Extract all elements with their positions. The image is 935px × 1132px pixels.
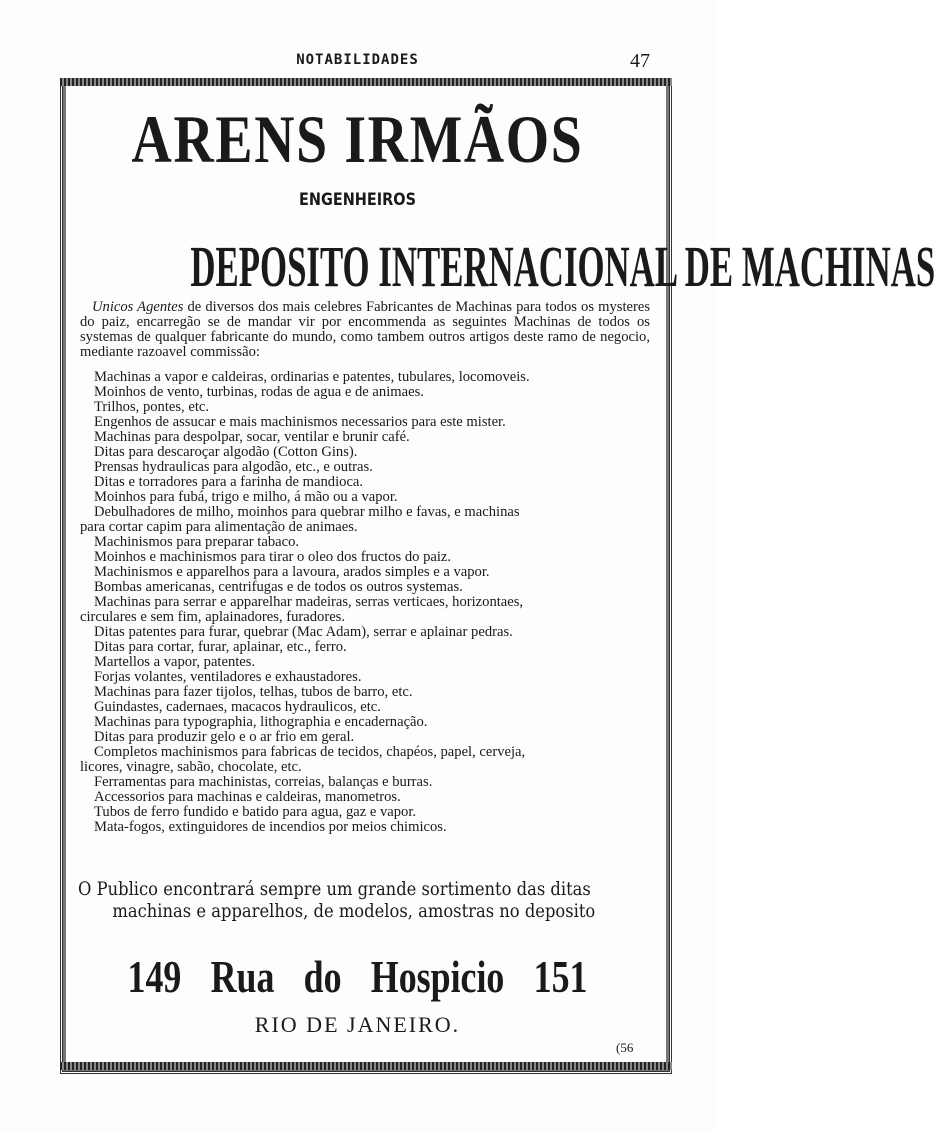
public-notice-line: machinas e apparelhos, de modelos, amostras no deposito [112,900,596,922]
list-item: Machinas para despolpar, socar, ventilar e brunir café. [94,429,410,445]
address: 149 Rua do Hospicio 151 [127,951,588,1002]
public-notice [78,878,596,922]
page-number: 47 [630,50,650,72]
list-item: Engenhos de assucar e mais machinismos necessarios para este mister. [94,414,506,430]
ornamental-rule-top [60,78,672,86]
company-subtitle: ENGENHEIROS [299,190,416,210]
list-item: Mata-fogos, extinguidores de incendios por meios chimicos. [94,819,447,835]
list-item: Accessorios para machinas e caldeiras, manometros. [94,789,401,805]
list-item: Bombas americanas, centrifugas e de todos os outros systemas. [94,579,463,595]
list-item: Machinas a vapor e caldeiras, ordinarias e patentes, tubulares, locomoveis. [94,369,530,385]
depot-heading-text: DEPOSITO INTERNACIONAL DE MACHINAS [190,234,935,299]
list-item: Machinas para fazer tijolos, telhas, tubos de barro, etc. [94,684,413,700]
list-item: Tubos de ferro fundido e batido para agua, gaz e vapor. [94,804,417,820]
running-title: NOTABILIDADES [296,52,419,68]
company-name: ARENS IRMÃOS [131,101,584,177]
list-item: Ditas para produzir gelo e o ar frio em geral. [94,729,355,745]
list-item: licores, vinagre, sabão, chocolate, etc. [80,759,302,775]
city: RIO DE JANEIRO. [254,1012,461,1037]
list-item: Ferramentas para machinistas, correias, balanças e burras. [94,774,433,790]
list-item: Prensas hydraulicas para algodão, etc., e outras. [94,459,373,475]
list-item: Ditas para cortar, furar, aplainar, etc., ferro. [94,639,347,655]
intro-text: de diversos dos mais celebres Fabricantes de Machinas para todos os mysteres do paiz, encarregão se de mandar vir por encommenda as seguintes Machinas de todos os systemas de qualquer fabricante do mundo, como tambem outros artigos deste ramo de negocio, mediante razoavel commissão: [80,299,650,360]
list-item: Debulhadores de milho, moinhos para quebrar milho e favas, e machinas [94,504,520,520]
list-item: para cortar capim para alimentação de animaes. [80,519,358,535]
list-item: Trilhos, pontes, etc. [94,399,209,415]
list-item: circulares e sem fim, aplainadores, furadores. [80,609,346,625]
intro-italic: Unicos Agentes [92,299,184,315]
list-item: Forjas volantes, ventiladores e exhaustadores. [94,669,362,685]
list-item: Machinas para typographia, lithographia e encadernação. [94,714,428,730]
ad-body [80,300,650,835]
ornamental-rule-bottom [60,1062,672,1070]
list-item: Machinismos para preparar tabaco. [94,534,300,550]
list-item: Moinhos de vento, turbinas, rodas de agua e de animaes. [94,384,424,400]
list-item: Machinismos e apparelhos para a lavoura, arados simples e a vapor. [94,564,490,580]
machine-list [80,370,650,835]
list-item: Guindastes, cadernaes, macacos hydraulicos, etc. [94,699,381,715]
list-item: Martellos a vapor, patentes. [94,654,256,670]
depot-heading [190,233,935,300]
list-item: Moinhos e machinismos para tirar o oleo dos fructos do paiz. [94,549,452,565]
list-item: Ditas para descaroçar algodão (Cotton Gins). [94,444,358,460]
intro-paragraph [80,300,650,360]
list-item: Moinhos para fubá, trigo e milho, á mão ou a vapor. [94,489,398,505]
ad-code: (56 [616,1040,634,1055]
list-item: Ditas e torradores para a farinha de mandioca. [94,474,364,490]
public-notice-line: O Publico encontrará sempre um grande sortimento das ditas [78,878,591,900]
list-item: Ditas patentes para furar, quebrar (Mac Adam), serrar e aplainar pedras. [94,624,513,640]
list-item: Machinas para serrar e apparelhar madeiras, serras verticaes, horizontaes, [94,594,524,610]
list-item: Completos machinismos para fabricas de tecidos, chapéos, papel, cerveja, [94,744,526,760]
